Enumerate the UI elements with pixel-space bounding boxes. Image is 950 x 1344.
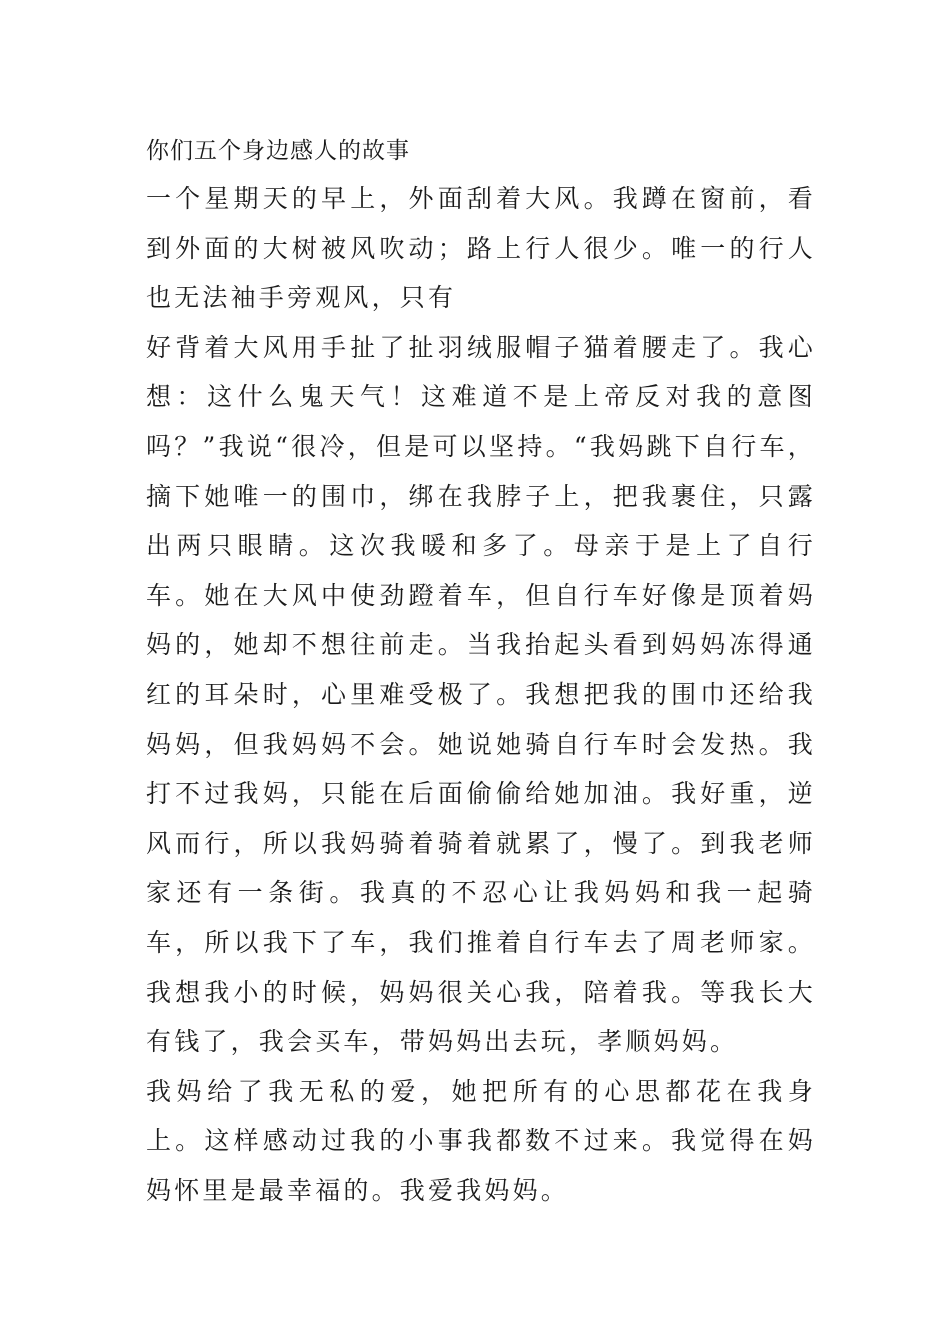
paragraph-1: 一个星期天的早上，外面刮着大风。我蹲在窗前，看到外面的大树被风吹动；路上行人很少。唯一的行人也无法袖手旁观风，只有 — [146, 184, 816, 313]
document-title: 你们五个身边感人的故事 — [146, 138, 410, 164]
document-body — [146, 128, 816, 1215]
paragraph-2: 好背着大风用手扯了扯羽绒服帽子猫着腰走了。我心想：这什么鬼天气！这难道不是上帝反对我的意图吗？”我说“很冷，但是可以坚持。“我妈跳下自行车，摘下她唯一的围巾，绑在我脖子上，把我裹住，只露出两只眼睛。这次我暖和多了。母亲于是上了自行车。她在大风中使劲蹬着车，但自行车好像是顶着妈妈的，她却不想往前走。当我抬起头看到妈妈冻得通红的耳朵时，心里难受极了。我想把我的围巾还给我妈妈，但我妈妈不会。她说她骑自行车时会发热。我打不过我妈，只能在后面偷偷给她加油。我好重，逆风而行，所以我妈骑着骑着就累了，慢了。到我老师家还有一条街。我真的不忍心让我妈妈和我一起骑车，所以我下了车，我们推着自行车去了周老师家。我想我小的时候，妈妈很关心我，陪着我。等我长大有钱了，我会买车，带妈妈出去玩，孝顺妈妈。 — [146, 332, 816, 1057]
paragraph-3: 我妈给了我无私的爱，她把所有的心思都花在我身上。这样感动过我的小事我都数不过来。我觉得在妈妈怀里是最幸福的。我爱我妈妈。 — [146, 1076, 816, 1205]
